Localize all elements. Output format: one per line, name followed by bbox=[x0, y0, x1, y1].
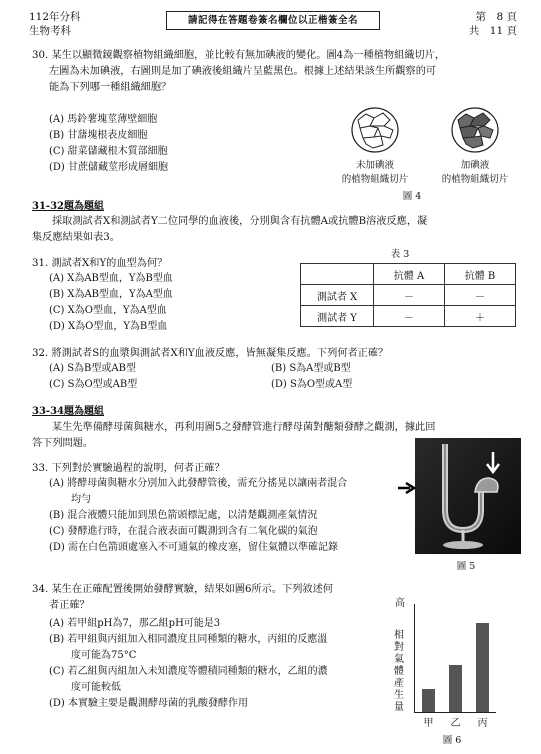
fig6-bar bbox=[476, 623, 489, 712]
fig6-chart bbox=[392, 594, 512, 754]
q32-stem: 32. 將測試者S的血漿與測試者X和Y血液反應，皆無凝集反應。下列何者正確？ bbox=[32, 348, 389, 359]
question-30 bbox=[32, 48, 445, 96]
q34-stem-2: 者正確？ bbox=[49, 600, 90, 611]
fig6-bar bbox=[449, 665, 462, 712]
group-33-34-intro-1: 某生先準備酵母菌與糖水，再利用圖5之發酵管進行酵母菌對醣類發酵之觀測，據此回 bbox=[52, 422, 436, 433]
page-number: 第 8 頁 bbox=[475, 11, 517, 23]
signature-notice: 請記得在答題卷簽名欄位以正楷簽全名 bbox=[166, 11, 380, 30]
q30-stem-1: 30. 某生以顯微鏡觀察植物組織細胞，並比較有無加碘液的變化。圖4為一種植物組織切片， bbox=[32, 50, 446, 61]
q33-option-a-cont: 均勻 bbox=[71, 494, 91, 505]
q34-option-a: (A) 若甲組pH為7，那乙組pH可能是3 bbox=[49, 618, 221, 629]
black-arrow-icon bbox=[398, 482, 418, 494]
fig6-bar bbox=[422, 689, 435, 712]
q30-option-b: (B) 甘藷塊根表皮細胞 bbox=[49, 130, 148, 141]
q34-options bbox=[49, 616, 328, 712]
fig6-category-label: 丙 bbox=[477, 718, 488, 729]
fig6-category-label: 乙 bbox=[450, 718, 461, 729]
table3-cell: － bbox=[445, 285, 516, 306]
q33-option-b: (B) 混合液體只能加到黑色箭頭標記處，以清楚觀測產氣情況 bbox=[49, 510, 318, 521]
q33-option-d: (D) 需在白色箭頭處塞入不可通氣的橡皮塞，留住氣體以準確記錄 bbox=[49, 542, 338, 553]
group-31-32-intro-1: 採取測試者X和測試者Y二位同學的血液後，分別與含有抗體A或抗體B溶液反應，凝 bbox=[52, 216, 428, 227]
q32-option-a: (A) S為B型或AB型 bbox=[49, 363, 136, 374]
table3-row bbox=[301, 285, 516, 306]
q34-option-c-cont: 度可能較低 bbox=[71, 682, 121, 693]
fig4-right-cells bbox=[450, 106, 500, 154]
fig4-right-caption-1: 加碘液 bbox=[460, 160, 490, 171]
fig6-plot-area bbox=[415, 604, 496, 729]
q34-option-c: (C) 若乙組與丙組加入未知濃度等體積同種類的糖水，乙組的濃 bbox=[49, 666, 328, 677]
q31-option-c: (C) X為O型血，Y為A型血 bbox=[49, 305, 167, 316]
fig6-category-label: 甲 bbox=[423, 718, 434, 729]
fig6-y-axis-label: 相對氣體產生量 bbox=[394, 630, 404, 713]
q30-stem-3: 能為下列哪一種組織細胞？ bbox=[49, 82, 172, 93]
fig4-left-cells bbox=[350, 106, 400, 154]
q33-option-a: (A) 將酵母菌與糖水分別加入此發酵管後，需充分搖晃以讓兩者混合 bbox=[49, 478, 348, 489]
group-33-34-intro-2: 答下列問題。 bbox=[32, 438, 94, 449]
q30-option-c: (C) 甜菜儲藏根木質部細胞 bbox=[49, 146, 168, 157]
fig4-label: 圖 4 bbox=[402, 191, 422, 202]
q31-option-b: (B) X為AB型血，Y為A型血 bbox=[49, 289, 173, 300]
group-31-32-intro bbox=[32, 214, 427, 246]
table3-row bbox=[301, 306, 516, 327]
group-33-34-intro bbox=[32, 420, 435, 452]
q33-options bbox=[49, 476, 347, 556]
fig6-label: 圖 6 bbox=[442, 735, 462, 746]
table3-cell: － bbox=[374, 285, 445, 306]
q32-options-left bbox=[49, 361, 137, 393]
table3-title: 表 3 bbox=[390, 249, 410, 260]
q30-stem-2: 左圖為未加碘液，右圖則是加了碘液後組織片呈藍黑色。根據上述結果該生所觀察的可 bbox=[49, 66, 437, 77]
q32-option-c: (C) S為O型或AB型 bbox=[49, 379, 138, 390]
fig4-right-caption-2: 的植物組織切片 bbox=[441, 174, 509, 185]
header-year: 112年分科 bbox=[29, 11, 81, 23]
q31-option-d: (D) X為O型血，Y為B型血 bbox=[49, 321, 168, 332]
group-31-32-intro-2: 集反應結果如表3。 bbox=[32, 232, 120, 243]
header-left bbox=[29, 10, 81, 38]
table3-cell: 測試者 Y bbox=[301, 306, 374, 327]
q34-stem-1: 34. 某生在正確配置後開始發酵實驗，結果如圖6所示。下列敘述何 bbox=[32, 584, 333, 595]
fig6-x-axis bbox=[414, 712, 496, 713]
q31-stem: 31. 測試者X和Y的血型為何？ bbox=[32, 258, 168, 269]
group-33-34-title: 33-34題為題組 bbox=[32, 406, 104, 417]
fig5-label: 圖 5 bbox=[456, 561, 476, 572]
q32-option-d: (D) S為O型或A型 bbox=[271, 379, 353, 390]
table3-cell: 測試者 X bbox=[301, 285, 374, 306]
q33-stem: 33. 下列對於實驗過程的說明，何者正確？ bbox=[32, 463, 225, 474]
table3-header-1: 抗體 A bbox=[374, 264, 445, 285]
q30-option-d: (D) 甘蔗儲藏莖形成層細胞 bbox=[49, 162, 168, 173]
q31-options bbox=[49, 271, 173, 335]
question-34 bbox=[32, 582, 333, 614]
q34-option-b: (B) 若甲組與丙組加入相同濃度且同種類的糖水，丙組的反應溫 bbox=[49, 634, 328, 645]
table3 bbox=[300, 263, 516, 327]
table3-header-0 bbox=[301, 264, 374, 285]
q31-option-a: (A) X為AB型血，Y為B型血 bbox=[49, 273, 173, 284]
group-31-32-title: 31-32題為題組 bbox=[32, 201, 104, 212]
table3-header-row bbox=[301, 264, 516, 285]
q34-option-d: (D) 本實驗主要是觀測酵母菌的乳酸發酵作用 bbox=[49, 698, 248, 709]
header-right bbox=[469, 10, 517, 38]
fig4-left-caption-2: 的植物組織切片 bbox=[341, 174, 409, 185]
q30-options bbox=[49, 112, 168, 176]
fig6-y-top-label: 高 bbox=[395, 598, 405, 609]
q33-option-c: (C) 發酵進行時，在混合液表面可觀測到含有二氧化碳的氣泡 bbox=[49, 526, 318, 537]
table3-header-2: 抗體 B bbox=[445, 264, 516, 285]
fig5-fermentation-tube bbox=[415, 438, 521, 554]
fig4-left-caption-1: 未加碘液 bbox=[355, 160, 394, 171]
q32-option-b: (B) S為A型或B型 bbox=[271, 363, 351, 374]
header-subject: 生物考科 bbox=[29, 25, 71, 37]
q30-option-a: (A) 馬鈴薯塊莖薄壁細胞 bbox=[49, 114, 158, 125]
table3-cell: ＋ bbox=[445, 306, 516, 327]
q32-options-right bbox=[271, 361, 352, 393]
fig4-left-caption bbox=[330, 157, 420, 185]
fig4-right-caption bbox=[430, 157, 520, 185]
q34-option-b-cont: 度可能為75°C bbox=[71, 650, 137, 661]
page-total: 共 11 頁 bbox=[468, 25, 517, 37]
table3-cell: － bbox=[374, 306, 445, 327]
